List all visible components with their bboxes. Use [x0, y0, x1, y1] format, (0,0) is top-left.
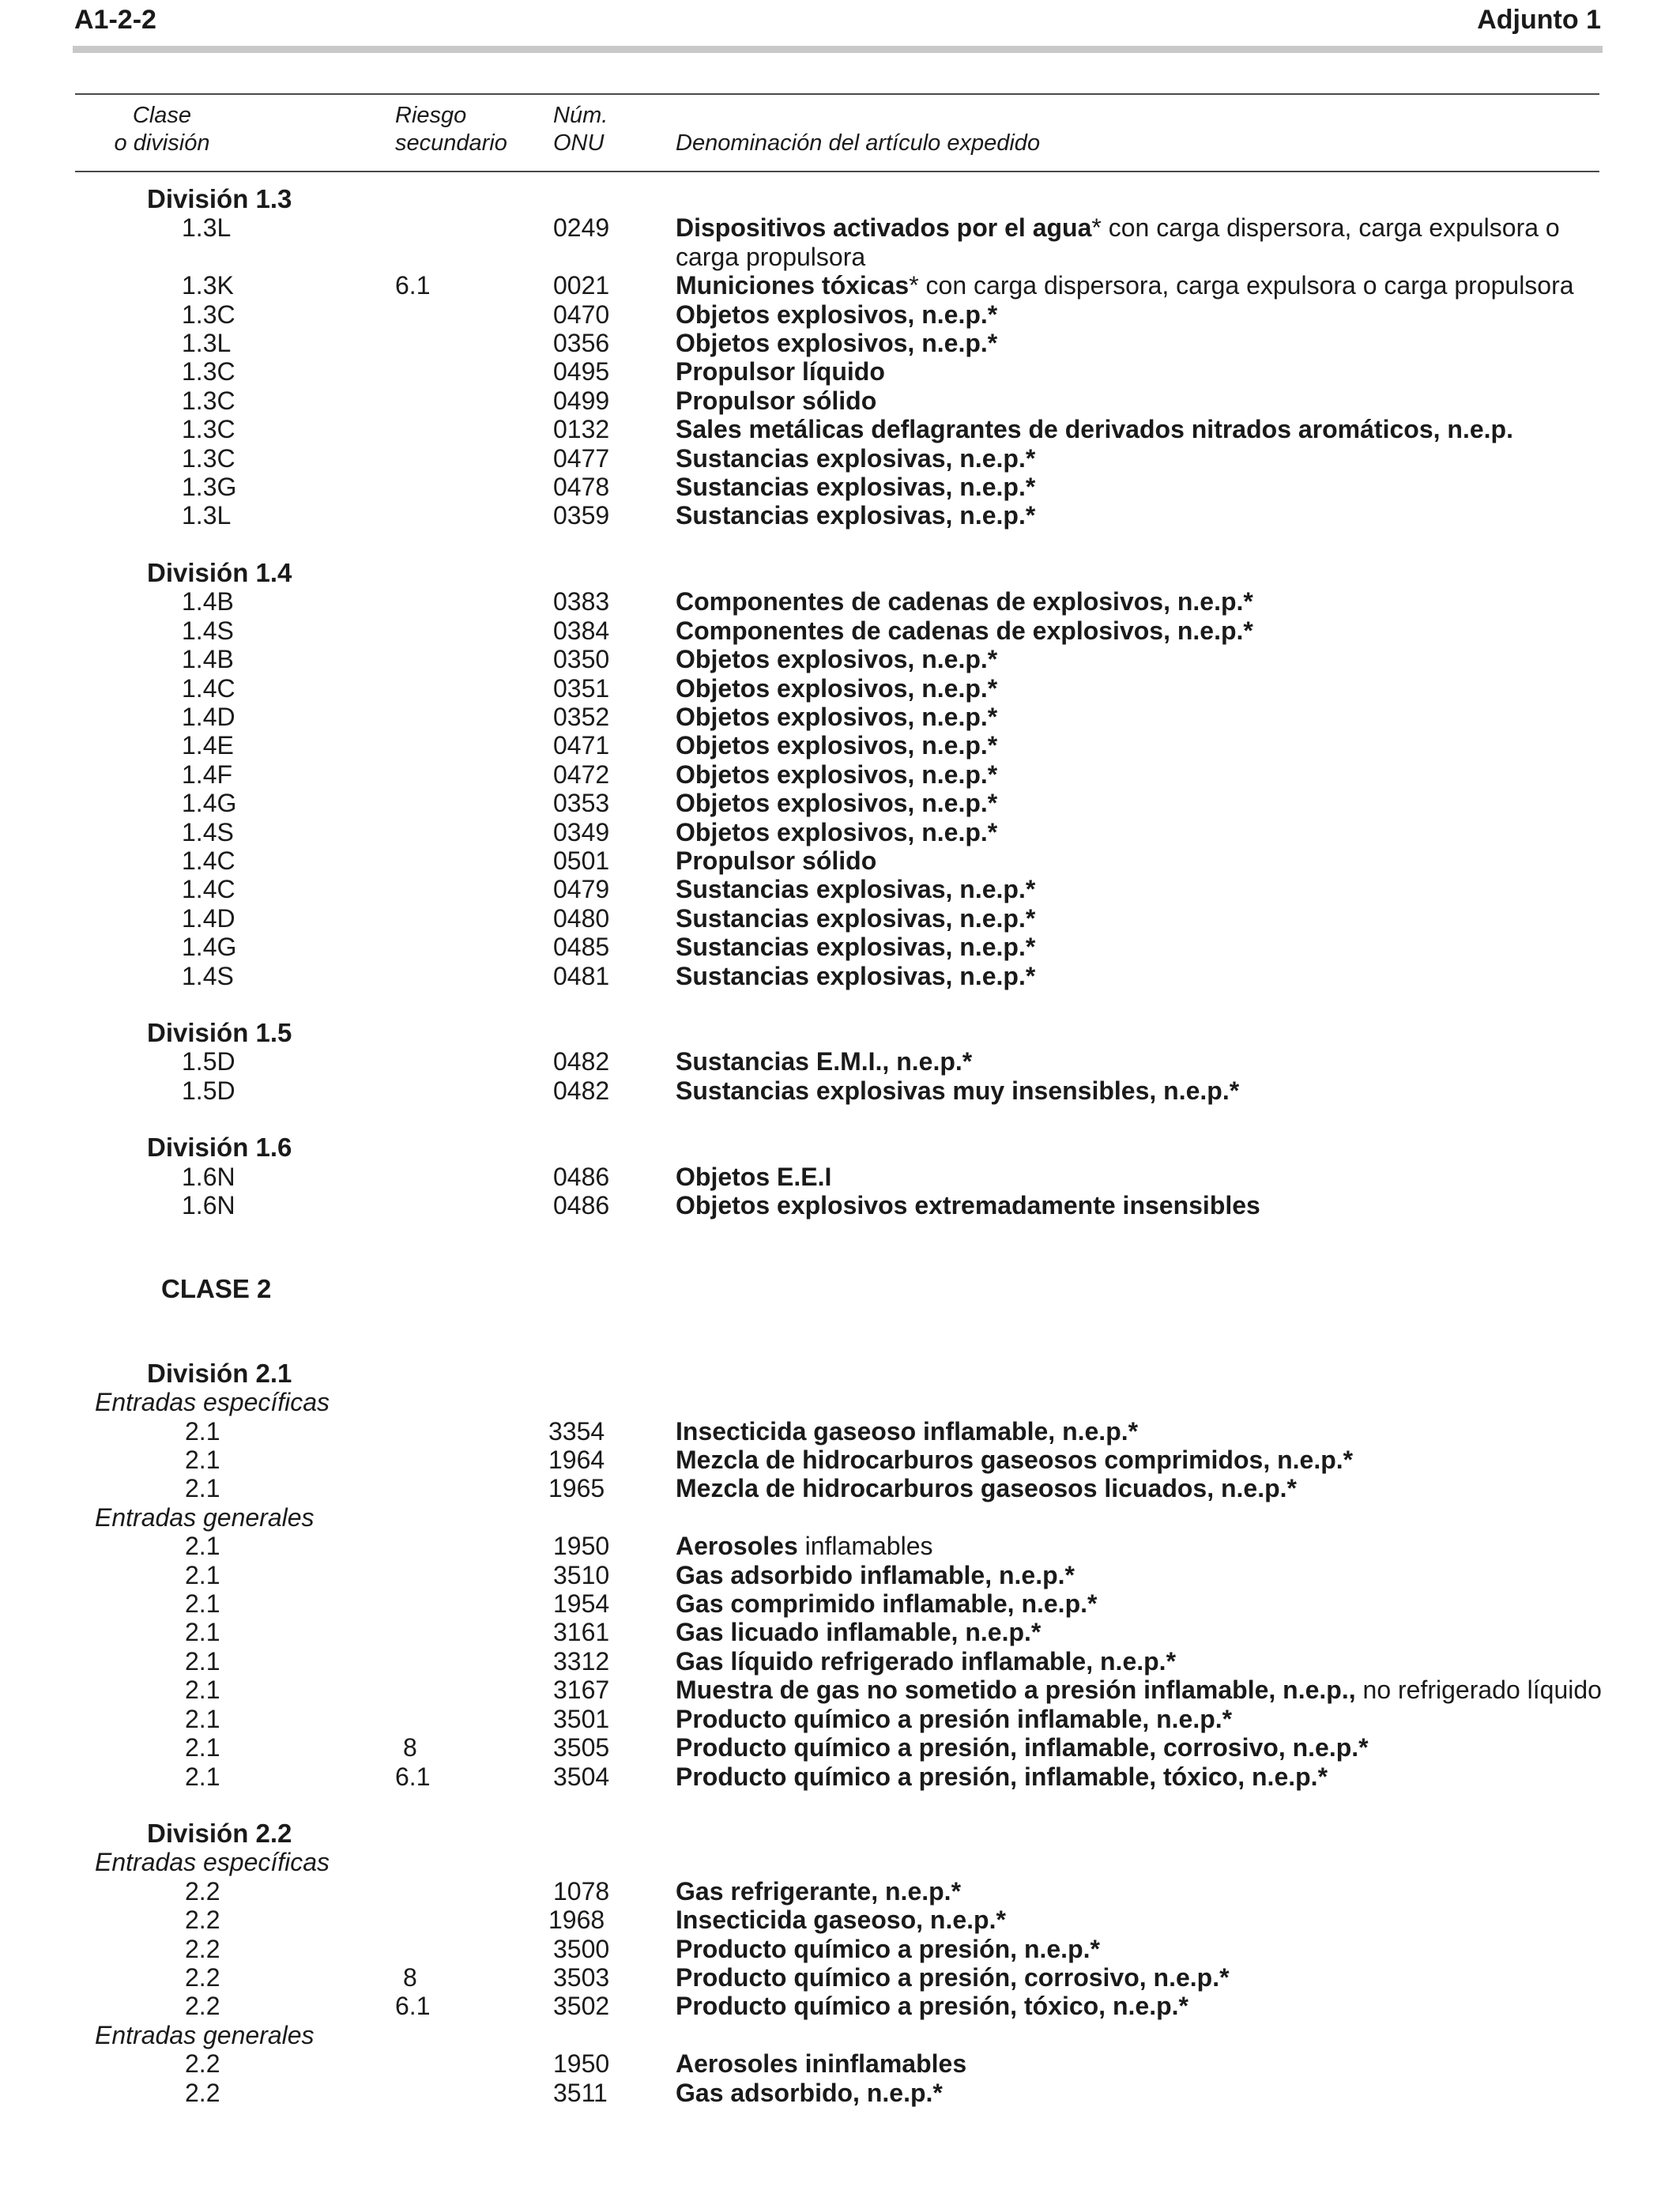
table-row: [0, 501, 1680, 530]
table-row: [0, 1589, 1680, 1618]
division-heading: División 2.2: [147, 1818, 292, 1848]
cell-num-onu: 0470: [553, 300, 610, 329]
cell-clase: 2.2: [185, 2049, 220, 2079]
cell-clase: 1.4D: [182, 903, 235, 933]
cell-num-onu: 3502: [553, 1992, 610, 2021]
cell-denominacion: [676, 357, 1608, 386]
denominacion-bold: Componentes de cadenas de explosivos, n.e.p.*: [676, 587, 1253, 616]
table-row: [0, 1446, 1680, 1474]
cell-denominacion: [676, 329, 1608, 357]
cell-num-onu: 1950: [553, 2049, 610, 2079]
document-code: A1-2-2: [74, 5, 156, 35]
cell-denominacion: [676, 444, 1608, 473]
table-header: [75, 93, 1599, 172]
denominacion-bold: Sustancias E.M.I., n.e.p.*: [676, 1047, 973, 1076]
cell-denominacion: [676, 473, 1608, 501]
denominacion-rest: no refrigerado líquido: [1355, 1676, 1602, 1705]
cell-num-onu: 3161: [553, 1618, 610, 1647]
cell-denominacion: [676, 1705, 1608, 1733]
denominacion-bold: Sustancias explosivas, n.e.p.*: [676, 443, 1036, 473]
denominacion-bold: Objetos explosivos, n.e.p.*: [676, 760, 998, 789]
cell-clase: 1.4C: [182, 673, 235, 703]
denominacion-bold: Dispositivos activados por el agua: [676, 213, 1092, 243]
denominacion-bold: Sustancias explosivas, n.e.p.*: [676, 473, 1036, 502]
denominacion-bold: Mezcla de hidrocarburos gaseosos comprimidos, n.e.p.*: [676, 1446, 1354, 1475]
division-heading: División 1.3: [147, 184, 292, 213]
section-spacer: [0, 1791, 1680, 1819]
section-spacer: [0, 1105, 1680, 1133]
cell-riesgo: 6.1: [395, 1762, 431, 1791]
table-row: [0, 415, 1680, 443]
cell-clase: 1.3L: [182, 213, 232, 243]
column-header-num-onu-text: Núm. ONU: [553, 103, 608, 156]
section-spacer: [0, 990, 1680, 1019]
cell-denominacion: [676, 1191, 1608, 1220]
denominacion-bold: Producto químico a presión, corrosivo, n.e.p.*: [676, 1962, 1230, 1992]
cell-clase: 2.1: [185, 1704, 220, 1733]
cell-riesgo: 8: [403, 1733, 417, 1762]
cell-clase: 2.1: [185, 1416, 220, 1446]
denominacion-bold: Gas líquido refrigerado inflamable, n.e.p.*: [676, 1646, 1177, 1676]
cell-num-onu: 3500: [553, 1934, 610, 1963]
cell-clase: 1.4G: [182, 933, 237, 962]
table-row: [0, 1935, 1680, 1963]
table-row: [0, 1733, 1680, 1762]
cell-num-onu: 0478: [553, 473, 610, 502]
cell-denominacion: [676, 1935, 1608, 1963]
cell-clase: 2.2: [185, 1962, 220, 1992]
cell-denominacion: [676, 415, 1608, 443]
denominacion-bold: Componentes de cadenas de explosivos, n.e.p.*: [676, 616, 1253, 645]
denominacion-bold: Objetos explosivos, n.e.p.*: [676, 645, 998, 674]
entries-subheading: Entradas específicas: [95, 1388, 330, 1417]
cell-clase: 1.4F: [182, 760, 233, 789]
section-spacer: [0, 1220, 1680, 1275]
cell-clase: 2.1: [185, 1589, 220, 1619]
cell-clase: 1.3L: [182, 501, 232, 530]
cell-num-onu: 0351: [553, 673, 610, 703]
cell-clase: 2.2: [185, 2078, 220, 2107]
table-row: [0, 674, 1680, 703]
cell-num-onu: 0499: [553, 386, 610, 415]
cell-clase: 1.3C: [182, 386, 235, 415]
denominacion-bold: Sales metálicas deflagrantes de derivados nitrados aromáticos, n.e.p.: [676, 415, 1513, 444]
cell-clase: 1.3G: [182, 473, 237, 502]
cell-num-onu: 3511: [553, 2078, 608, 2107]
table-row: [0, 1561, 1680, 1589]
table-row: [0, 2049, 1680, 2078]
column-header-riesgo: [395, 102, 507, 157]
cell-denominacion: [676, 1618, 1608, 1646]
denominacion-bold: Gas adsorbido inflamable, n.e.p.*: [676, 1560, 1075, 1589]
denominacion-bold: Propulsor sólido: [676, 386, 877, 415]
cell-num-onu: 0249: [553, 213, 610, 243]
cell-denominacion: [676, 501, 1608, 530]
table-row: [0, 962, 1680, 990]
cell-clase: 1.4G: [182, 789, 237, 818]
cell-num-onu: 0132: [553, 415, 610, 444]
cell-riesgo: 8: [403, 1962, 417, 1992]
table-row: [0, 587, 1680, 616]
denominacion-bold: Gas adsorbido, n.e.p.*: [676, 2078, 943, 2107]
table-row: [0, 444, 1680, 473]
cell-clase: 2.1: [185, 1646, 220, 1676]
table-row: [0, 1076, 1680, 1105]
cell-denominacion: [676, 846, 1608, 875]
cell-denominacion: [676, 1906, 1608, 1934]
cell-clase: 2.1: [185, 1733, 220, 1762]
cell-denominacion: [676, 645, 1608, 673]
column-header-denominacion: Denominación del artículo expedido: [676, 130, 1041, 156]
column-header-riesgo-text: Riesgo secundario: [395, 103, 507, 156]
denominacion-bold: Objetos explosivos, n.e.p.*: [676, 731, 998, 760]
denominacion-rest: * con carga dispersora, carga expulsora o carga propulsora: [676, 213, 1560, 271]
cell-clase: 1.4C: [182, 846, 235, 875]
cell-num-onu: 0501: [553, 846, 610, 875]
table-row: [0, 1191, 1680, 1220]
cell-riesgo: 6.1: [395, 1992, 431, 2021]
column-header-clase-text: Clase o división: [114, 103, 210, 156]
denominacion-bold: Sustancias explosivas, n.e.p.*: [676, 501, 1036, 530]
table-row: [0, 1047, 1680, 1076]
table-row: [0, 645, 1680, 673]
table-row: [0, 271, 1680, 300]
cell-num-onu: 0352: [553, 702, 610, 731]
cell-clase: 1.3K: [182, 271, 234, 300]
denominacion-bold: Gas refrigerante, n.e.p.*: [676, 1876, 962, 1906]
cell-denominacion: [676, 1589, 1608, 1618]
table-row: [0, 616, 1680, 645]
cell-denominacion: [676, 789, 1608, 817]
cell-num-onu: 1964: [548, 1446, 605, 1475]
denominacion-bold: Aerosoles: [676, 1532, 798, 1561]
table-row: [0, 1474, 1680, 1502]
cell-clase: 1.4C: [182, 875, 235, 904]
cell-num-onu: 3504: [553, 1762, 610, 1791]
cell-num-onu: 0485: [553, 933, 610, 962]
table-row: [0, 904, 1680, 933]
table-row: [0, 1992, 1680, 2020]
table-row: [0, 1762, 1680, 1791]
denominacion-bold: Insecticida gaseoso inflamable, n.e.p.*: [676, 1416, 1139, 1446]
cell-denominacion: [676, 1963, 1608, 1992]
table-row: [0, 1618, 1680, 1646]
cell-denominacion: [676, 731, 1608, 760]
cell-num-onu: 3167: [553, 1676, 610, 1705]
denominacion-bold: Propulsor sólido: [676, 846, 877, 875]
cell-clase: 2.1: [185, 1446, 220, 1475]
cell-clase: 2.1: [185, 1762, 220, 1791]
entries-subheading: Entradas generales: [95, 1502, 315, 1532]
cell-clase: 1.3L: [182, 329, 232, 358]
cell-clase: 1.6N: [182, 1191, 235, 1220]
cell-clase: 2.1: [185, 1560, 220, 1589]
table-row: [0, 846, 1680, 875]
cell-denominacion: [676, 271, 1608, 300]
cell-num-onu: 0359: [553, 501, 610, 530]
cell-num-onu: 0021: [553, 271, 610, 300]
entries-subheading: Entradas generales: [95, 2020, 315, 2049]
denominacion-bold: Aerosoles ininflamables: [676, 2049, 967, 2079]
denominacion-bold: Objetos explosivos, n.e.p.*: [676, 817, 998, 846]
cell-clase: 1.4E: [182, 731, 234, 760]
header-rule: [73, 46, 1603, 53]
cell-denominacion: [676, 904, 1608, 933]
attachment-label: Adjunto 1: [1477, 5, 1601, 35]
cell-clase: 1.4S: [182, 961, 234, 990]
table-row: [0, 875, 1680, 903]
cell-denominacion: [676, 1047, 1608, 1076]
cell-denominacion: [676, 2049, 1608, 2078]
cell-denominacion: [676, 818, 1608, 846]
cell-num-onu: 1968: [548, 1906, 605, 1935]
table-row: [0, 789, 1680, 817]
cell-clase: 2.2: [185, 1992, 220, 2021]
denominacion-bold: Producto químico a presión inflamable, n.e.p.*: [676, 1704, 1233, 1733]
cell-denominacion: [676, 1647, 1608, 1676]
cell-denominacion: [676, 1417, 1608, 1446]
cell-clase: 1.4B: [182, 645, 234, 674]
cell-num-onu: 0353: [553, 789, 610, 818]
denominacion-bold: Municiones tóxicas: [676, 271, 910, 300]
table-row: [0, 213, 1680, 271]
cell-num-onu: 0383: [553, 587, 610, 616]
cell-clase: 1.4S: [182, 616, 234, 645]
cell-num-onu: 0481: [553, 961, 610, 990]
cell-riesgo: 6.1: [395, 271, 431, 300]
denominacion-bold: Insecticida gaseoso, n.e.p.*: [676, 1906, 1006, 1935]
cell-denominacion: [676, 760, 1608, 789]
cell-num-onu: 0356: [553, 329, 610, 358]
denominacion-bold: Objetos E.E.I: [676, 1162, 832, 1191]
division-heading: División 1.5: [147, 1017, 292, 1047]
cell-num-onu: 1954: [553, 1589, 610, 1619]
division-heading: División 1.4: [147, 557, 292, 587]
table-row: [0, 300, 1680, 329]
cell-num-onu: 3312: [553, 1646, 610, 1676]
table-body: [0, 185, 1680, 2107]
division-heading: División 1.6: [147, 1133, 292, 1163]
table-row: [0, 1963, 1680, 1992]
denominacion-bold: Objetos explosivos, n.e.p.*: [676, 702, 998, 731]
cell-clase: 1.4B: [182, 587, 234, 616]
denominacion-bold: Producto químico a presión, tóxico, n.e.p.*: [676, 1992, 1188, 2021]
denominacion-bold: Gas licuado inflamable, n.e.p.*: [676, 1618, 1042, 1647]
cell-num-onu: 0486: [553, 1191, 610, 1220]
denominacion-bold: Objetos explosivos, n.e.p.*: [676, 789, 998, 818]
cell-denominacion: [676, 1076, 1608, 1105]
denominacion-bold: Producto químico a presión, inflamable, corrosivo, n.e.p.*: [676, 1733, 1369, 1762]
cell-clase: 2.1: [185, 1676, 220, 1705]
table-row: [0, 329, 1680, 357]
cell-clase: 1.4D: [182, 702, 235, 731]
cell-num-onu: 0350: [553, 645, 610, 674]
cell-denominacion: [676, 703, 1608, 731]
class-heading: CLASE 2: [161, 1274, 272, 1304]
cell-num-onu: 0349: [553, 817, 610, 846]
table-row: [0, 1647, 1680, 1676]
cell-denominacion: [676, 1877, 1608, 1906]
column-header-num-onu: [553, 102, 608, 157]
table-row: [0, 731, 1680, 760]
denominacion-bold: Propulsor líquido: [676, 357, 885, 386]
cell-clase: 1.6N: [182, 1162, 235, 1191]
table-row: [0, 1676, 1680, 1704]
cell-num-onu: 0384: [553, 616, 610, 645]
cell-clase: 2.1: [185, 1532, 220, 1561]
cell-num-onu: 0471: [553, 731, 610, 760]
cell-clase: 2.2: [185, 1876, 220, 1906]
denominacion-bold: Sustancias explosivas, n.e.p.*: [676, 933, 1036, 962]
table-row: [0, 1877, 1680, 1906]
cell-denominacion: [676, 962, 1608, 990]
denominacion-bold: Sustancias explosivas muy insensibles, n.e.p.*: [676, 1076, 1240, 1105]
cell-clase: 2.1: [185, 1474, 220, 1503]
cell-denominacion: [676, 616, 1608, 645]
cell-clase: 2.1: [185, 1618, 220, 1647]
denominacion-bold: Objetos explosivos, n.e.p.*: [676, 329, 998, 358]
denominacion-bold: Producto químico a presión, n.e.p.*: [676, 1934, 1100, 1963]
denominacion-bold: Objetos explosivos, n.e.p.*: [676, 300, 998, 329]
cell-num-onu: 0482: [553, 1076, 610, 1105]
table-row: [0, 933, 1680, 961]
cell-clase: 2.2: [185, 1934, 220, 1963]
table-row: [0, 818, 1680, 846]
cell-clase: 1.5D: [182, 1047, 235, 1076]
denominacion-bold: Producto químico a presión, inflamable, tóxico, n.e.p.*: [676, 1762, 1328, 1791]
cell-num-onu: 3505: [553, 1733, 610, 1762]
table-row: [0, 703, 1680, 731]
cell-num-onu: 3501: [553, 1704, 610, 1733]
cell-denominacion: [676, 1532, 1608, 1560]
cell-num-onu: 3354: [548, 1416, 605, 1446]
cell-denominacion: [676, 300, 1608, 329]
table-row: [0, 1532, 1680, 1560]
division-heading: División 2.1: [147, 1358, 292, 1388]
denominacion-bold: Mezcla de hidrocarburos gaseosos licuados, n.e.p.*: [676, 1474, 1297, 1503]
cell-clase: 1.3C: [182, 300, 235, 329]
cell-denominacion: [676, 1474, 1608, 1502]
cell-denominacion: [676, 1561, 1608, 1589]
denominacion-bold: Sustancias explosivas, n.e.p.*: [676, 875, 1036, 904]
cell-denominacion: [676, 875, 1608, 903]
table-row: [0, 386, 1680, 415]
cell-denominacion: [676, 674, 1608, 703]
cell-num-onu: 0482: [553, 1047, 610, 1076]
cell-num-onu: 0472: [553, 760, 610, 789]
cell-num-onu: 1078: [553, 1876, 610, 1906]
denominacion-bold: Muestra de gas no sometido a presión inflamable, n.e.p.,: [676, 1676, 1356, 1705]
table-row: [0, 1417, 1680, 1446]
cell-denominacion: [676, 1992, 1608, 2020]
denominacion-bold: Sustancias explosivas, n.e.p.*: [676, 961, 1036, 990]
cell-num-onu: 0477: [553, 443, 610, 473]
cell-num-onu: 0486: [553, 1162, 610, 1191]
cell-denominacion: [676, 1676, 1608, 1704]
denominacion-rest: * con carga dispersora, carga expulsora o carga propulsora: [909, 271, 1574, 300]
denominacion-bold: Gas comprimido inflamable, n.e.p.*: [676, 1589, 1098, 1619]
denominacion-bold: Objetos explosivos, n.e.p.*: [676, 673, 998, 703]
cell-clase: 2.2: [185, 1906, 220, 1935]
cell-num-onu: 1965: [548, 1474, 605, 1503]
section-spacer: [0, 1304, 1680, 1359]
table-row: [0, 357, 1680, 386]
table-row: [0, 2079, 1680, 2107]
table-row: [0, 760, 1680, 789]
column-header-clase: [103, 102, 221, 157]
cell-num-onu: 0480: [553, 903, 610, 933]
cell-clase: 1.3C: [182, 357, 235, 386]
cell-denominacion: [676, 1733, 1608, 1762]
cell-denominacion: [676, 1446, 1608, 1474]
table-row: [0, 1906, 1680, 1934]
denominacion-bold: Sustancias explosivas, n.e.p.*: [676, 903, 1036, 933]
cell-num-onu: 3510: [553, 1560, 610, 1589]
cell-num-onu: 0479: [553, 875, 610, 904]
cell-num-onu: 1950: [553, 1532, 610, 1561]
cell-denominacion: [676, 213, 1608, 271]
cell-clase: 1.5D: [182, 1076, 235, 1105]
cell-clase: 1.3C: [182, 415, 235, 444]
cell-clase: 1.3C: [182, 443, 235, 473]
entries-subheading: Entradas específicas: [95, 1848, 330, 1877]
denominacion-bold: Objetos explosivos extremadamente insensibles: [676, 1191, 1260, 1220]
table-row: [0, 473, 1680, 501]
cell-denominacion: [676, 1762, 1608, 1791]
cell-clase: 1.4S: [182, 817, 234, 846]
section-spacer: [0, 530, 1680, 559]
cell-num-onu: 0495: [553, 357, 610, 386]
cell-num-onu: 3503: [553, 1962, 610, 1992]
cell-denominacion: [676, 933, 1608, 961]
cell-denominacion: [676, 386, 1608, 415]
denominacion-rest: inflamables: [797, 1532, 933, 1561]
table-row: [0, 1163, 1680, 1191]
cell-denominacion: [676, 587, 1608, 616]
cell-denominacion: [676, 1163, 1608, 1191]
cell-denominacion: [676, 2079, 1608, 2107]
table-row: [0, 1705, 1680, 1733]
